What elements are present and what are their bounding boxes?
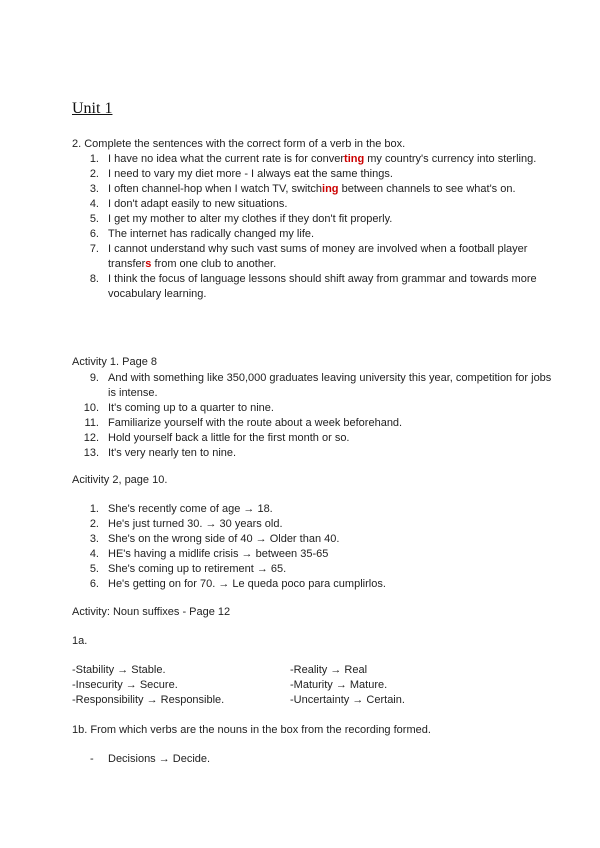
list-item: 3. She's on the wrong side of 40 → Older than 40. — [89, 533, 340, 545]
list-item: -Uncertainty → Certain. — [290, 694, 405, 706]
list-item: 6. The internet has radically changed my life. — [89, 228, 315, 240]
list-item: 4. I don't adapt easily to new situations. — [89, 198, 288, 210]
list-item: 1. She's recently come of age → 18. — [89, 503, 273, 515]
list-item: 11. Familiarize yourself with the route about a week beforehand. — [84, 417, 403, 429]
list-item: 4. HE's having a midlife crisis → between 35-65 — [89, 548, 329, 560]
list-item: 7. I cannot understand why such vast sums of money are involved when a football player transfers from one club to another. — [89, 243, 528, 270]
list-item: 5. I get my mother to alter my clothes if they don't fit properly. — [89, 213, 393, 225]
noun-suffix-right-column — [290, 663, 405, 708]
list-item: -Reality → Real — [290, 664, 368, 676]
list-item: 1. I have no idea what the current rate is for converting my country's currency into sterling. — [89, 153, 537, 165]
noun-suffix-left-column — [72, 663, 224, 708]
list-item: 3. I often channel-hop when I watch TV, switching between channels to see what's on. — [89, 183, 516, 195]
part-1a-label: 1a. — [72, 635, 88, 647]
list-item: -Responsibility → Responsible. — [72, 694, 225, 706]
list-item: -Insecurity → Secure. — [72, 679, 178, 691]
part-1b-item: Decisions → Decide. — [108, 753, 211, 765]
activity-1-list — [72, 371, 553, 461]
bullet-dash: - — [90, 753, 94, 765]
list-item: 5. She's coming up to retirement → 65. — [89, 563, 287, 575]
noun-suffixes-heading: Activity: Noun suffixes - Page 12 — [72, 606, 231, 618]
activity-2-heading: Acitivity 2, page 10. — [72, 474, 168, 486]
exercise-2-heading: 2. Complete the sentences with the correct form of a verb in the box. — [72, 138, 406, 150]
activity-2-list — [72, 502, 553, 592]
list-item: -Stability → Stable. — [72, 664, 166, 676]
list-item: 10. It's coming up to a quarter to nine. — [83, 402, 274, 414]
list-item: 2. He's just turned 30. → 30 years old. — [89, 518, 283, 530]
list-item: 2. I need to vary my diet more - I always eat the same things. — [89, 168, 393, 180]
exercise-2-list — [72, 152, 553, 302]
list-item: 13. It's very nearly ten to nine. — [83, 447, 237, 459]
list-item: 8. I think the focus of language lessons should shift away from grammar and towards more vocabulary learning. — [89, 273, 537, 300]
list-item: -Maturity → Mature. — [290, 679, 388, 691]
part-1b-heading: 1b. From which verbs are the nouns in the box from the recording formed. — [72, 724, 431, 736]
list-item: 12. Hold yourself back a little for the first month or so. — [83, 432, 350, 444]
list-item: 6. He's getting on for 70. → Le queda poco para cumplirlos. — [89, 578, 386, 590]
unit-title: Unit 1 — [72, 100, 113, 117]
list-item: 9. And with something like 350,000 graduates leaving university this year, competition for jobs is intense. — [89, 372, 552, 399]
activity-1-heading: Activity 1. Page 8 — [72, 356, 157, 368]
